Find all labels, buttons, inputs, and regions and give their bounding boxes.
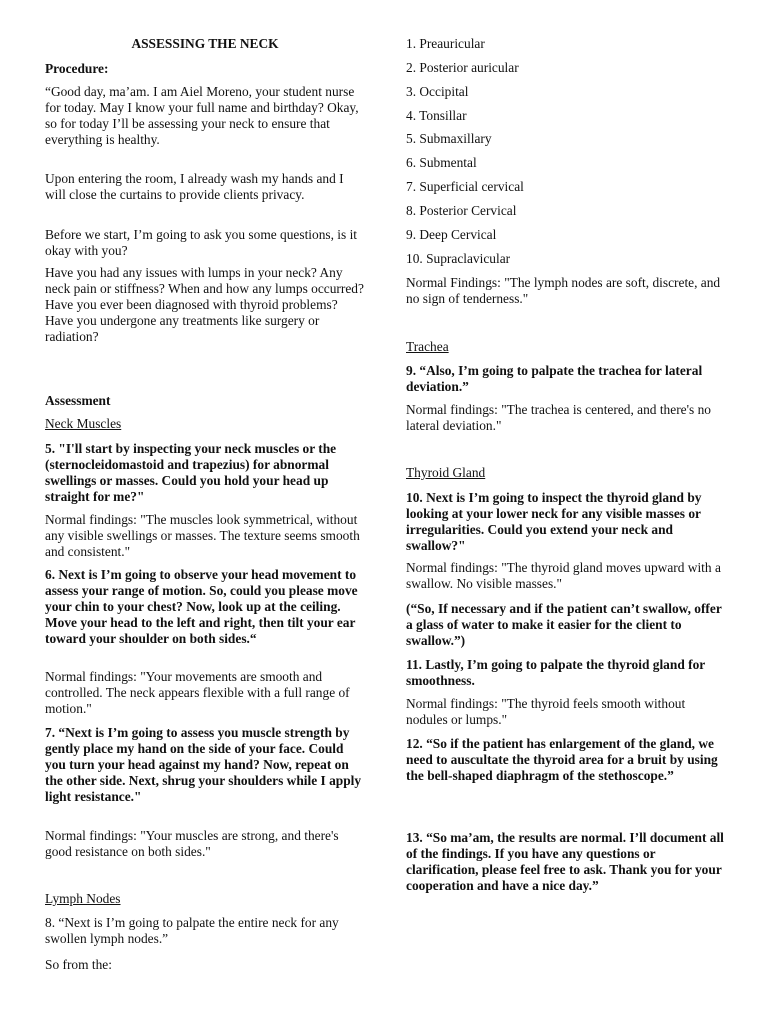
lymph-node-item: 1. Preauricular xyxy=(406,36,485,51)
step-11-finding: Normal findings: "The thyroid feels smooth without nodules or lumps." xyxy=(406,696,686,727)
step-10-finding: Normal findings: "The thyroid gland moves upward with a swallow. No visible masses." xyxy=(406,560,721,591)
step-9-instruction: 9. “Also, I’m going to palpate the trachea for lateral deviation.” xyxy=(406,363,703,394)
lymph-node-item: 2. Posterior auricular xyxy=(406,60,519,75)
procedure-heading: Procedure: xyxy=(45,61,109,76)
intro-greeting: “Good day, ma’am. I am Aiel Moreno, your student nurse for today. May I know your full name and birthday? Okay, so for today I’ll be assessing your neck to ensure that everything is healthy. xyxy=(45,84,359,147)
trachea-heading: Trachea xyxy=(406,339,449,354)
step-13-closing: 13. “So ma’am, the results are normal. I’ll document all of the findings. If you have any questions or clarification, please feel free to ask. Thank you for your cooperation and have a nice day.” xyxy=(406,830,724,893)
lymph-node-item: 9. Deep Cervical xyxy=(406,227,497,242)
lymph-node-item: 10. Supraclavicular xyxy=(406,251,511,266)
lymph-node-item: 3. Occipital xyxy=(406,84,469,99)
step-6-instruction: 6. Next is I’m going to observe your head movement to assess your range of motion. So, could you please move your chin to your chest? Now, look up at the ceiling. Move your head to the left and right, then tilt your ear toward your shoulder on both sides.“ xyxy=(45,567,358,646)
lymph-node-finding: Normal Findings: "The lymph nodes are soft, discrete, and no sign of tenderness." xyxy=(406,275,721,306)
lymph-node-item: 5. Submaxillary xyxy=(406,131,492,146)
step-12-instruction: 12. “So if the patient has enlargement of the gland, we need to auscultate the thyroid area for a bruit by using the bell-shaped diaphragm of the stethoscope.” xyxy=(406,736,718,783)
step-9-finding: Normal findings: "The trachea is centered, and there's no lateral deviation." xyxy=(406,402,711,433)
document-title: ASSESSING THE NECK xyxy=(131,36,279,51)
neck-muscles-heading: Neck Muscles xyxy=(45,416,122,431)
intro-consent: Before we start, I’m going to ask you some questions, is it okay with you? xyxy=(45,227,358,258)
lymph-node-item: 8. Posterior Cervical xyxy=(406,203,517,218)
assessment-heading: Assessment xyxy=(45,393,111,408)
step-7-instruction: 7. “Next is I’m going to assess you muscle strength by gently place my hand on the side of your face. Could you turn your head against my hand? Now, repeat on the other side. Next, shrug your shoulders while I apply light resistance." xyxy=(45,725,362,804)
step-5-finding: Normal findings: "The muscles look symmetrical, without any visible swellings or masses. The texture seems smooth and consistent." xyxy=(45,512,360,559)
intro-privacy: Upon entering the room, I already wash my hands and I will close the curtains to provide clients privacy. xyxy=(45,171,344,202)
lymph-list-intro: So from the: xyxy=(45,957,112,972)
step-10-instruction: 10. Next is I’m going to inspect the thyroid gland by looking at your lower neck for any visible masses or irregularities. Could you extend your neck and swallow?" xyxy=(406,490,702,553)
step-5-instruction: 5. "I'll start by inspecting your neck muscles or the (sternocleidomastoid and trapezius) for abnormal swellings or masses. Could you hold your head up straight for me?" xyxy=(45,441,337,504)
step-8-instruction: 8. “Next is I’m going to palpate the entire neck for any swollen lymph nodes.” xyxy=(45,915,339,946)
lymph-node-item: 6. Submental xyxy=(406,155,477,170)
intro-history-questions: Have you had any issues with lumps in your neck? Any neck pain or stiffness? When and how any lumps occurred? Have you ever been diagnosed with thyroid problems? Have you undergone any treatments like surgery or radiation? xyxy=(45,265,364,344)
step-11-instruction: 11. Lastly, I’m going to palpate the thyroid gland for smoothness. xyxy=(406,657,705,688)
step-10-note: (“So, If necessary and if the patient can’t swallow, offer a glass of water to make it easier for the client to swallow.”) xyxy=(406,601,722,648)
step-7-finding: Normal findings: "Your muscles are strong, and there's good resistance on both sides." xyxy=(45,828,339,859)
thyroid-gland-heading: Thyroid Gland xyxy=(406,465,486,480)
lymph-node-item: 7. Superficial cervical xyxy=(406,179,524,194)
lymph-nodes-heading: Lymph Nodes xyxy=(45,891,121,906)
step-6-finding: Normal findings: "Your movements are smooth and controlled. The neck appears flexible with a full range of motion." xyxy=(45,669,350,716)
lymph-node-item: 4. Tonsillar xyxy=(406,108,467,123)
